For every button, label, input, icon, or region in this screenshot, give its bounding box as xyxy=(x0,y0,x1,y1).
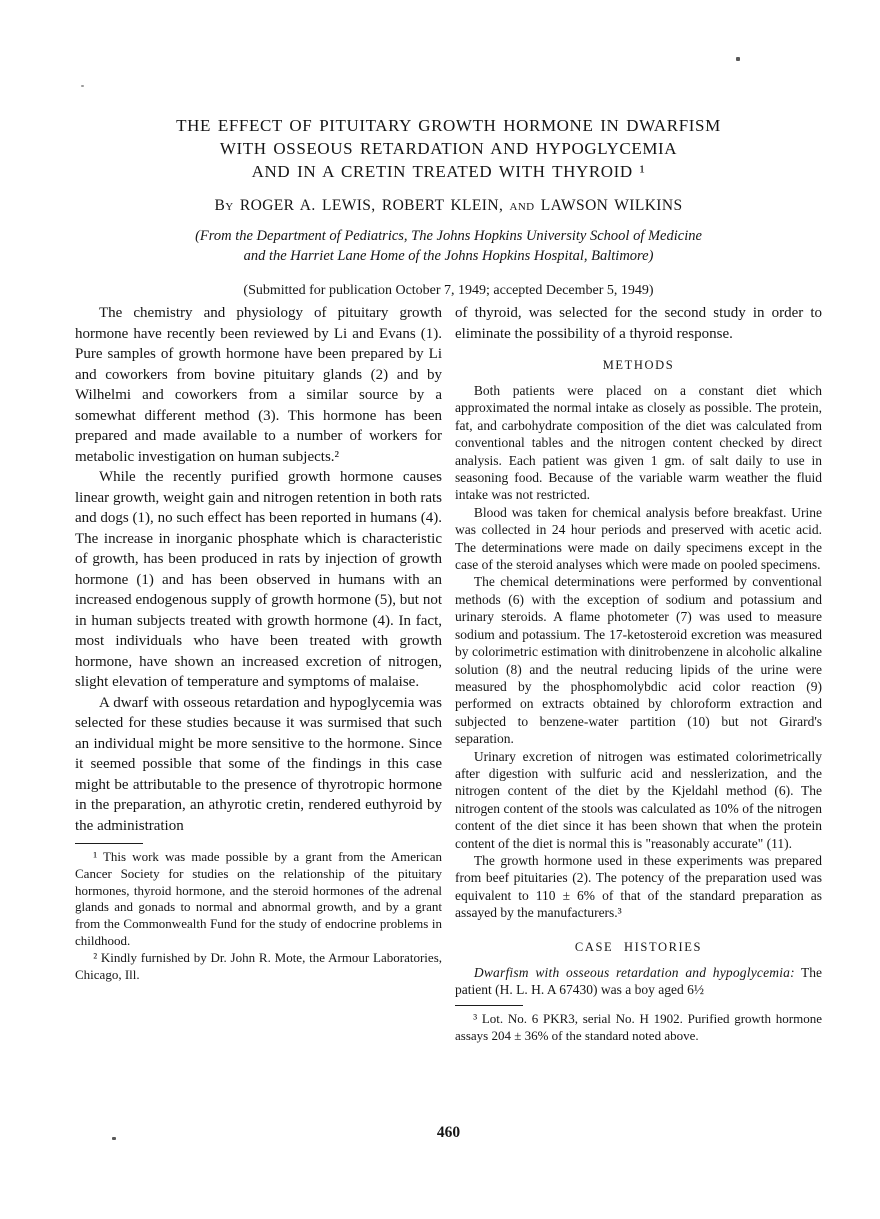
paragraph: The chemistry and physiology of pituitary growth hormone have recently been reviewed by Li and Evans (1). Pure samples of growth hormone have been prepared by Li and coworkers from bovine pituitary glands (2) and by Wilhelmi and coworkers from a similar source by a somewhat different method (3). This hormone has been prepared and made available to a number of workers for metabolic investigation on human subjects.² xyxy=(75,305,442,465)
footnote-2: ² Kindly furnished by Dr. John R. Mote, the Armour Laboratories, Chicago, Ill. xyxy=(75,949,442,982)
scan-speck xyxy=(81,85,84,87)
byline: By ROGER A. LEWIS, ROBERT KLEIN, and LAWSON WILKINS xyxy=(214,197,683,214)
case-histories-heading: CASE HISTORIES xyxy=(574,939,703,954)
footnote-separator-rule xyxy=(75,843,143,844)
methods-paragraph: Blood was taken for chemical analysis before breakfast. Urine was collected in 24 hour periods and preserved with acetic acid. The determinations were made on daily specimens except in the case of the steroid analyses which were made on pooled specimens. xyxy=(455,504,822,573)
paragraph: A dwarf with osseous retardation and hypoglycemia was selected for these studies because it was surmised that such an individual might be more sensitive to the hormone. Since it seemed possible that some of the findings in this case might be attributable to the presence of thyrotropic hormone in the preparation, an athyrotic cretin, rendered euthyroid by the administration xyxy=(75,694,442,834)
article-title-line-1: THE EFFECT OF PITUITARY GROWTH HORMONE IN DWARFISM xyxy=(176,116,721,135)
affiliation-line-2: and the Harriet Lane Home of the Johns Hopkins Hospital, Baltimore) xyxy=(243,247,654,264)
paragraph: While the recently purified growth hormone causes linear growth, weight gain and nitrogen retention in both rats and dogs (1), no such effect has been reported in humans (4). The increase in inorganic phosphate which is characteristic of growth, has been produced in rats by injection of growth hormone (1) and has been observed in humans with an increased endogenous supply of growth hormone (5), but not in human subjects treated with growth hormone (4). In fact, most individuals who have been treated with growth hormone, have shown an increased excretion of nitrogen, slight elevation of temperature and symptoms of malaise. xyxy=(75,469,442,690)
article-title-line-3: AND IN A CRETIN TREATED WITH THYROID ¹ xyxy=(251,162,646,181)
case-lead-italic: Dwarfism with osseous retardation and hypoglycemia: xyxy=(473,964,795,980)
page-number: 460 xyxy=(436,1124,461,1141)
methods-paragraph: The chemical determinations were performed by conventional methods (6) with the exception of sodium and potassium and urinary steroids. A flame photometer (7) was used to measure sodium and potassium. The 17-ketosteroid excretion was measured by colorimetric estimation with dinitrobenzene in alcoholic alkaline solution (8) and the neutral reducing lipids of the urine were measured by the phosphomolybdic acid color reaction (9) performed on extracts obtained by chloroform extraction and subjected to benzene-water partition (10) but not Girard's separation. xyxy=(455,574,822,747)
right-column xyxy=(455,303,822,1045)
two-column-body xyxy=(75,303,822,1045)
methods-paragraph: Urinary excretion of nitrogen was estimated colorimetrically after digestion with sulfuric acid and nesslerization, and the nitrogen content of the diet by the Kjeldahl method (6). The nitrogen content of the stools was calculated as 10% of the nitrogen content of the diet since it has been shown that when the protein content of the diet is normal this is "reasonably accurate" (11). xyxy=(455,748,822,851)
affiliation xyxy=(75,227,822,266)
footnote-separator-rule xyxy=(455,1005,523,1006)
case-lead-paragraph xyxy=(455,964,822,999)
scan-speck xyxy=(736,57,740,61)
methods-heading: METHODS xyxy=(602,358,675,372)
article-header xyxy=(75,114,822,299)
left-column xyxy=(75,303,442,1045)
submission-note: (Submitted for publication October 7, 1949; accepted December 5, 1949) xyxy=(243,283,654,298)
affiliation-line-1: (From the Department of Pediatrics, The Johns Hopkins University School of Medicine xyxy=(195,228,702,244)
article-title-line-2: WITH OSSEOUS RETARDATION AND HYPOGLYCEMIA xyxy=(219,139,678,158)
continuation-paragraph: of thyroid, was selected for the second study in order to eliminate the possibility of a thyroid response. xyxy=(455,305,822,342)
methods-paragraph: The growth hormone used in these experiments was prepared from beef pituitaries (2). The potency of the preparation used was equivalent to 110 ± 6% of that of the standard preparation as assayed by the manufacturers.³ xyxy=(455,852,822,921)
methods-paragraph: Both patients were placed on a constant diet which approximated the normal intake as closely as possible. The protein, fat, and carbohydrate composition of the diet was calculated from conventional tables and the nitrogen content checked by direct analysis. Each patient was given 1 gm. of salt daily to use in seasoning food. Because of the variable warm weather the fluid intake was not restricted. xyxy=(455,383,822,503)
footnote-1: ¹ This work was made possible by a grant from the American Cancer Society for studies on the relationship of the pituitary hormones, thyroid hormone, and the steroid hormones of the adrenal glands and gonads to normal and abnormal growth, and by a grant from the Commonwealth Fund for the study of endocrine problems in childhood. xyxy=(75,849,442,948)
case-lead-rest: The patient (H. L. H. A 67430) was a boy aged 6½ xyxy=(455,964,823,997)
footnote-3: ³ Lot. No. 6 PKR3, serial No. H 1902. Purified growth hormone assays 204 ± 36% of the standard noted above. xyxy=(455,1011,822,1044)
